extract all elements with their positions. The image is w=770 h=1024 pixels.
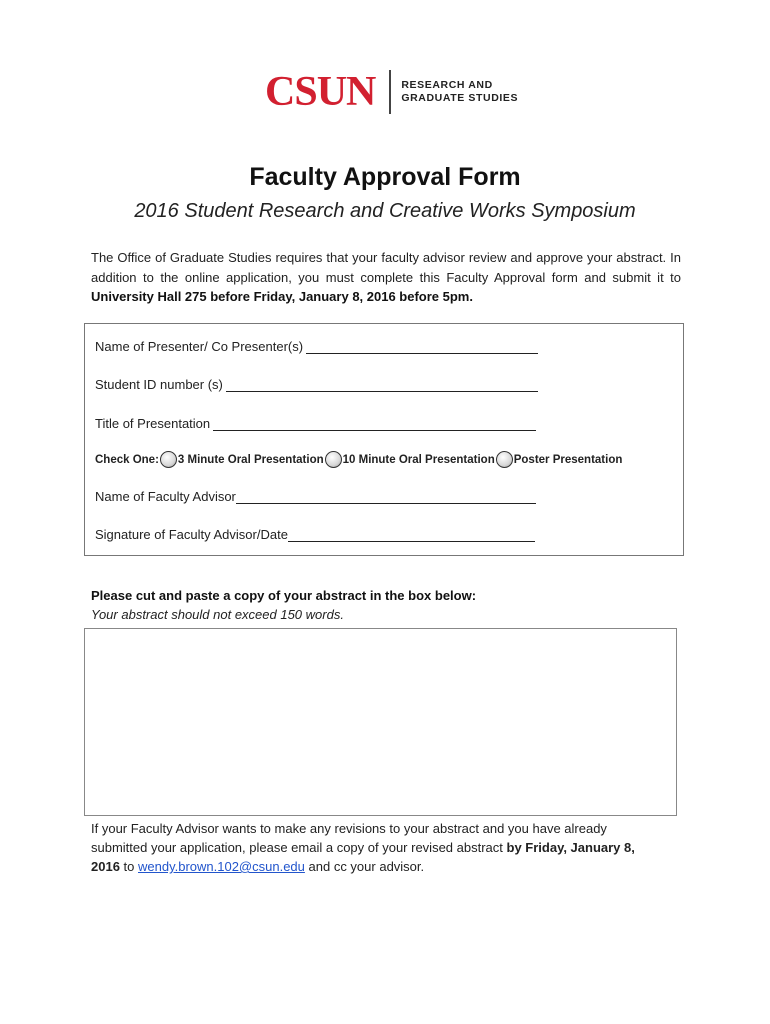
footer-text-3: and cc your advisor. bbox=[304, 859, 425, 874]
intro-paragraph bbox=[91, 248, 681, 307]
footer-text-2: to bbox=[119, 859, 138, 874]
option-3-minute-label: 3 Minute Oral Presentation bbox=[177, 453, 324, 466]
page-subtitle: 2016 Student Research and Creative Works Symposium bbox=[134, 200, 636, 222]
student-id-row bbox=[95, 376, 538, 392]
logo-sub-line1: RESEARCH AND bbox=[401, 79, 493, 91]
presenter-row bbox=[95, 338, 538, 354]
intro-deadline: University Hall 275 before Friday, January 8, 2016 before 5pm. bbox=[91, 289, 473, 304]
presenter-field[interactable] bbox=[306, 338, 538, 354]
advisor-field[interactable] bbox=[236, 488, 536, 504]
advisor-row bbox=[95, 488, 536, 504]
signature-label: Signature of Faculty Advisor/Date bbox=[95, 527, 288, 542]
option-10-minute-label: 10 Minute Oral Presentation bbox=[342, 453, 495, 466]
radio-poster[interactable] bbox=[496, 451, 513, 468]
student-id-label: Student ID number (s) bbox=[95, 377, 223, 392]
student-id-field[interactable] bbox=[226, 376, 538, 392]
abstract-label: Please cut and paste a copy of your abstract in the box below: bbox=[91, 588, 477, 603]
logo-wordmark: CSUN bbox=[265, 69, 376, 115]
logo-divider bbox=[389, 70, 391, 114]
abstract-note: Your abstract should not exceed 150 words. bbox=[91, 607, 344, 622]
csun-logo bbox=[265, 70, 518, 114]
advisor-label: Name of Faculty Advisor bbox=[95, 489, 236, 504]
presenter-label: Name of Presenter/ Co Presenter(s) bbox=[95, 339, 304, 354]
title-row bbox=[95, 415, 536, 431]
radio-3-minute[interactable] bbox=[160, 451, 177, 468]
footer-deadline: by Friday, January 8, 2016 bbox=[91, 840, 635, 874]
check-one-label: Check One: bbox=[95, 453, 159, 466]
abstract-textbox[interactable] bbox=[84, 628, 677, 816]
radio-10-minute[interactable] bbox=[325, 451, 342, 468]
logo-sub-line2: GRADUATE STUDIES bbox=[401, 92, 519, 104]
intro-text: The Office of Graduate Studies requires that your faculty advisor review and approve your abstract. In addition to the online application, you must complete this Faculty Approval form and submit it to bbox=[91, 250, 681, 285]
page-title: Faculty Approval Form bbox=[249, 163, 521, 191]
email-link[interactable]: wendy.brown.102@csun.edu bbox=[138, 859, 305, 874]
footer-text-1: If your Faculty Advisor wants to make any revisions to your abstract and you have already submitted your application, please email a copy of your revised abstract bbox=[91, 821, 607, 855]
title-label: Title of Presentation bbox=[95, 416, 211, 431]
footer-paragraph bbox=[91, 819, 661, 876]
signature-row bbox=[95, 526, 535, 542]
presentation-type-row bbox=[95, 451, 622, 468]
signature-field[interactable] bbox=[288, 526, 535, 542]
logo-subtitle bbox=[401, 79, 518, 105]
option-poster-label: Poster Presentation bbox=[513, 453, 623, 466]
approval-form-box bbox=[84, 323, 684, 556]
title-field[interactable] bbox=[213, 415, 536, 431]
